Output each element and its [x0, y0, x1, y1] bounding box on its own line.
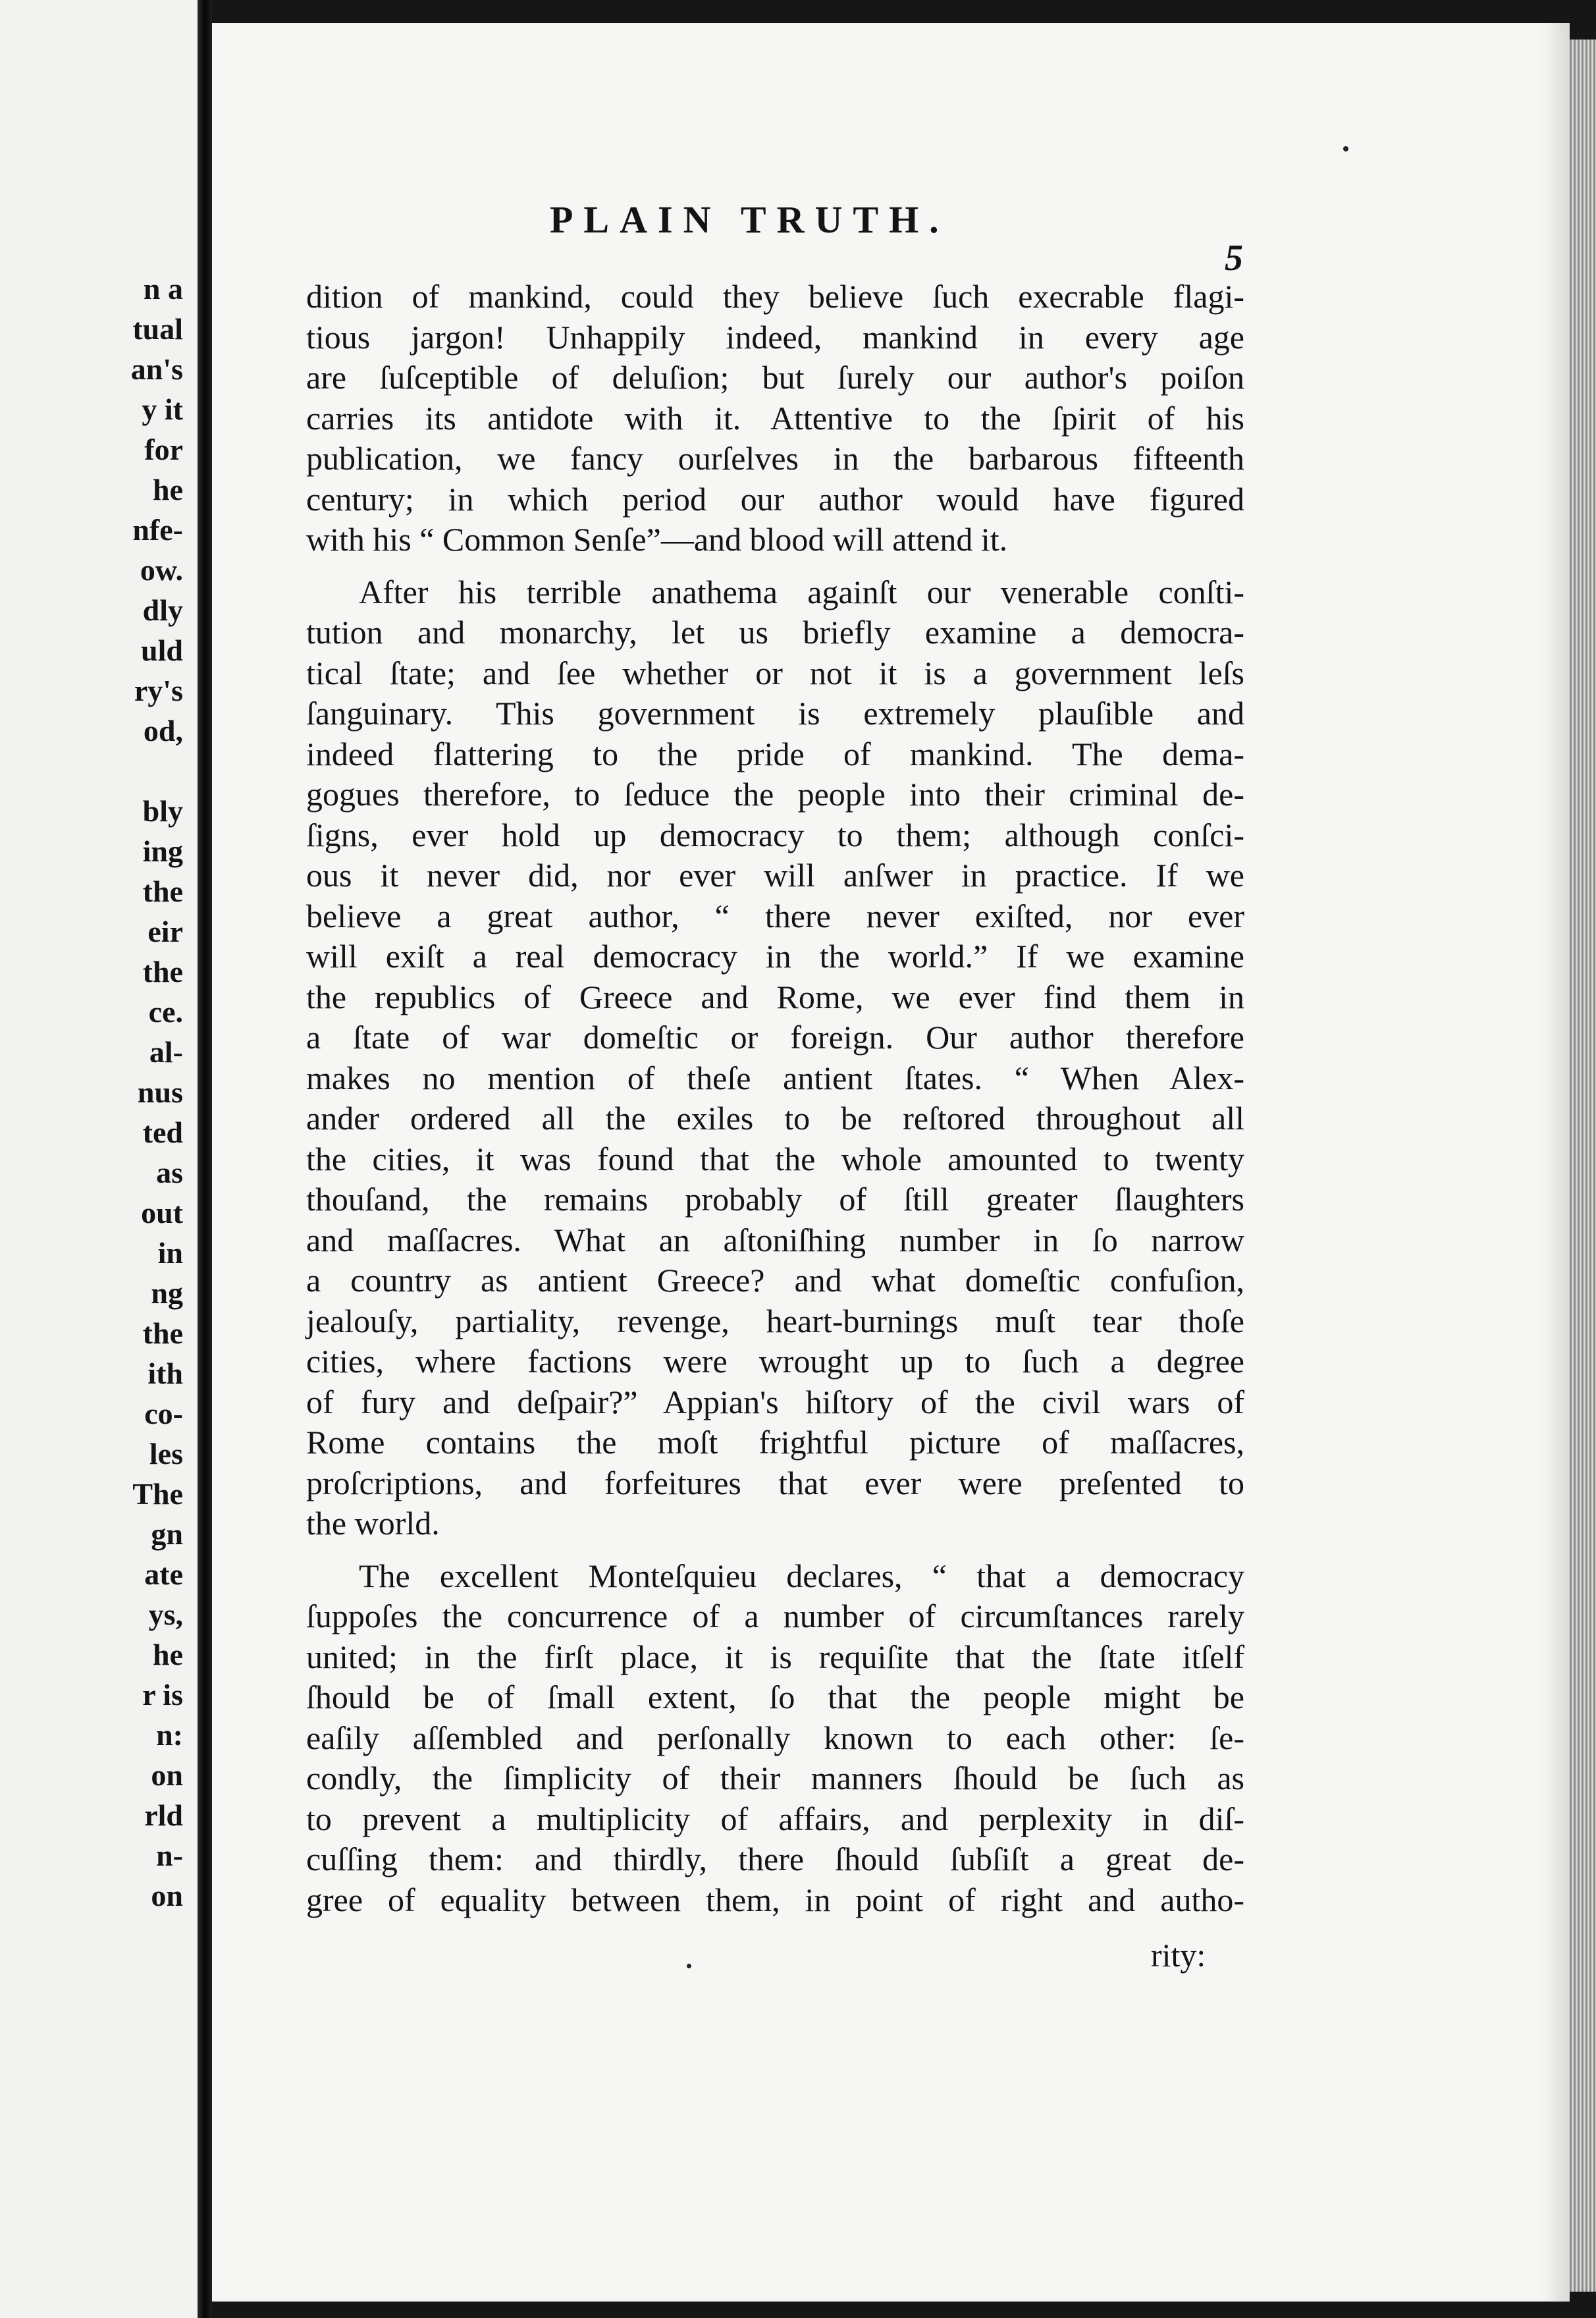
text-line: ſigns, ever hold up democracy to them; although conſci-	[306, 816, 1244, 853]
left-page-fragment: bly	[142, 794, 183, 828]
text-line: Rome contains the moſt frightful picture of maſſacres,	[306, 1424, 1244, 1461]
text-line: cuſſing them: and thirdly, there ſhould ſubſiſt a great de-	[306, 1841, 1244, 1877]
text-line: cities, where factions were wrought up to ſuch a degree	[306, 1343, 1244, 1380]
left-facing-page	[0, 0, 198, 2318]
text-line: the cities, it was found that the whole amounted to twenty	[306, 1140, 1244, 1177]
text-line: tical ſtate; and ſee whether or not it is a government leſs	[306, 654, 1244, 691]
left-page-fragment: ing	[142, 834, 183, 868]
left-page-fragment: n:	[156, 1718, 183, 1752]
text-line: The excellent Monteſquieu declares, “ that a democracy	[359, 1557, 1244, 1594]
left-page-fragment	[131, 751, 183, 791]
text-line: a ſtate of war domeſtic or foreign. Our author therefore	[306, 1019, 1244, 1056]
left-page-fragment: he	[153, 473, 183, 506]
left-page-fragment: out	[141, 1196, 183, 1229]
text-line: ſhould be of ſmall extent, ſo that the people might be	[306, 1679, 1244, 1715]
page-number: 5	[1225, 238, 1243, 279]
text-line: thouſand, the remains probably of ſtill greater ſlaughters	[306, 1181, 1244, 1218]
left-page-fragment: eir	[147, 915, 183, 948]
text-line: will exiſt a real democracy in the world.” If we examine	[306, 938, 1244, 975]
left-page-fragment: nus	[137, 1075, 183, 1109]
text-line: tious jargon! Unhappily indeed, mankind in every age	[306, 318, 1244, 356]
catchword: rity:	[1151, 1937, 1206, 1974]
text-line: dition of mankind, could they believe ſuch execrable flagi-	[306, 278, 1244, 315]
text-line: the republics of Greece and Rome, we ever find them in	[306, 978, 1244, 1015]
left-page-fragment: y it	[142, 392, 183, 426]
text-line: of fury and deſpair?” Appian's hiſtory of the civil wars of	[306, 1383, 1244, 1420]
text-line: makes no mention of theſe antient ſtates. “ When Alex-	[306, 1059, 1244, 1096]
text-line: ſanguinary. This government is extremely plauſible and	[306, 695, 1244, 732]
text-line: and maſſacres. What an aſtoniſhing number in ſo narrow	[306, 1221, 1244, 1258]
left-page-fragment: on	[151, 1879, 183, 1912]
left-page-fragment: od,	[143, 714, 183, 747]
left-page-fragment: the	[142, 875, 183, 908]
text-line: carries its antidote with it. Attentive to the ſpirit of his	[306, 399, 1244, 437]
text-line: with his “ Common Senſe”—and blood will attend it.	[306, 521, 1008, 558]
left-page-fragment: nfe-	[132, 513, 183, 547]
left-page-fragment: rld	[144, 1798, 183, 1832]
text-line: eaſily aſſembled and perſonally known to each other: ſe-	[306, 1719, 1244, 1756]
left-page-fragment: ce.	[148, 995, 183, 1029]
text-line: believe a great author, “ there never exiſted, nor ever	[306, 897, 1244, 934]
text-line: After his terrible anathema againſt our venerable conſti-	[359, 573, 1244, 610]
text-line: are ſuſceptible of deluſion; but ſurely our author's poiſon	[306, 359, 1244, 396]
text-line: ous it never did, nor ever will anſwer in practice. If we	[306, 857, 1244, 894]
left-page-fragment: dly	[142, 593, 183, 627]
text-line: condly, the ſimplicity of their manners ſhould be ſuch as	[306, 1760, 1244, 1796]
left-page-fragment: ry's	[134, 674, 183, 707]
left-page-fragment: al-	[149, 1035, 183, 1069]
paragraph-gap	[306, 560, 1244, 572]
left-page-fragment: tual	[132, 312, 183, 346]
text-line: to prevent a multiplicity of affairs, and perplexity in diſ-	[306, 1800, 1244, 1837]
text-line: ander ordered all the exiles to be reſtored throughout all	[306, 1100, 1244, 1137]
left-page-fragment: co-	[144, 1397, 183, 1430]
left-page-fragment: uld	[141, 633, 183, 667]
left-page-fragment: the	[142, 1316, 183, 1350]
left-page-fragment: ys,	[148, 1598, 183, 1631]
left-page-fragment: the	[142, 955, 183, 988]
left-page-fragment: ate	[144, 1557, 183, 1591]
left-page-fragment: ow.	[140, 553, 183, 587]
text-line: united; in the firſt place, it is requiſite that the ſtate itſelf	[306, 1638, 1244, 1675]
text-line: tution and monarchy, let us briefly examine a democra-	[306, 614, 1244, 651]
left-page-fragment: in	[157, 1236, 183, 1270]
text-line: jealouſy, partiality, revenge, heart-burnings muſt tear thoſe	[306, 1302, 1244, 1339]
left-page-fragment: as	[156, 1156, 183, 1189]
left-page-fragment: r is	[142, 1678, 183, 1712]
text-line: proſcriptions, and forfeitures that ever were preſented to	[306, 1464, 1244, 1501]
paragraph-gap	[306, 1544, 1244, 1556]
running-head: PLAIN TRUTH.	[550, 198, 949, 241]
book-gutter	[198, 0, 212, 2318]
left-page-fragment: n-	[156, 1839, 183, 1872]
text-line: a country as antient Greece? and what domeſtic confuſion,	[306, 1262, 1244, 1299]
left-page-fragment: ted	[142, 1116, 183, 1149]
left-page-fragment: ng	[151, 1276, 183, 1310]
left-page-fragment: on	[151, 1758, 183, 1792]
left-page-text-fragments	[131, 269, 183, 1916]
left-page-fragment: The	[132, 1477, 183, 1511]
left-page-fragment: he	[153, 1638, 183, 1671]
text-line: the world.	[306, 1505, 440, 1542]
ink-speck	[1343, 146, 1348, 151]
page-edge	[1570, 40, 1596, 2292]
body-text	[306, 277, 1244, 1920]
left-page-fragment: gn	[151, 1517, 183, 1551]
left-page-fragment: ith	[147, 1357, 183, 1390]
ink-speck	[687, 1964, 691, 1968]
text-line: gree of equality between them, in point of right and autho-	[306, 1881, 1244, 1918]
text-line: gogues therefore, to ſeduce the people into their criminal de-	[306, 776, 1244, 813]
text-line: century; in which period our author would have figured	[306, 480, 1244, 518]
left-page-fragment: an's	[130, 352, 183, 386]
left-page-fragment: les	[149, 1437, 183, 1470]
left-page-fragment: for	[144, 433, 183, 466]
text-line: publication, we fancy ourſelves in the barbarous fifteenth	[306, 440, 1244, 477]
left-page-fragment: n a	[143, 272, 183, 306]
text-line: ſuppoſes the concurrence of a number of circumſtances rarely	[306, 1598, 1244, 1634]
text-line: indeed flattering to the pride of mankind. The dema-	[306, 735, 1244, 772]
